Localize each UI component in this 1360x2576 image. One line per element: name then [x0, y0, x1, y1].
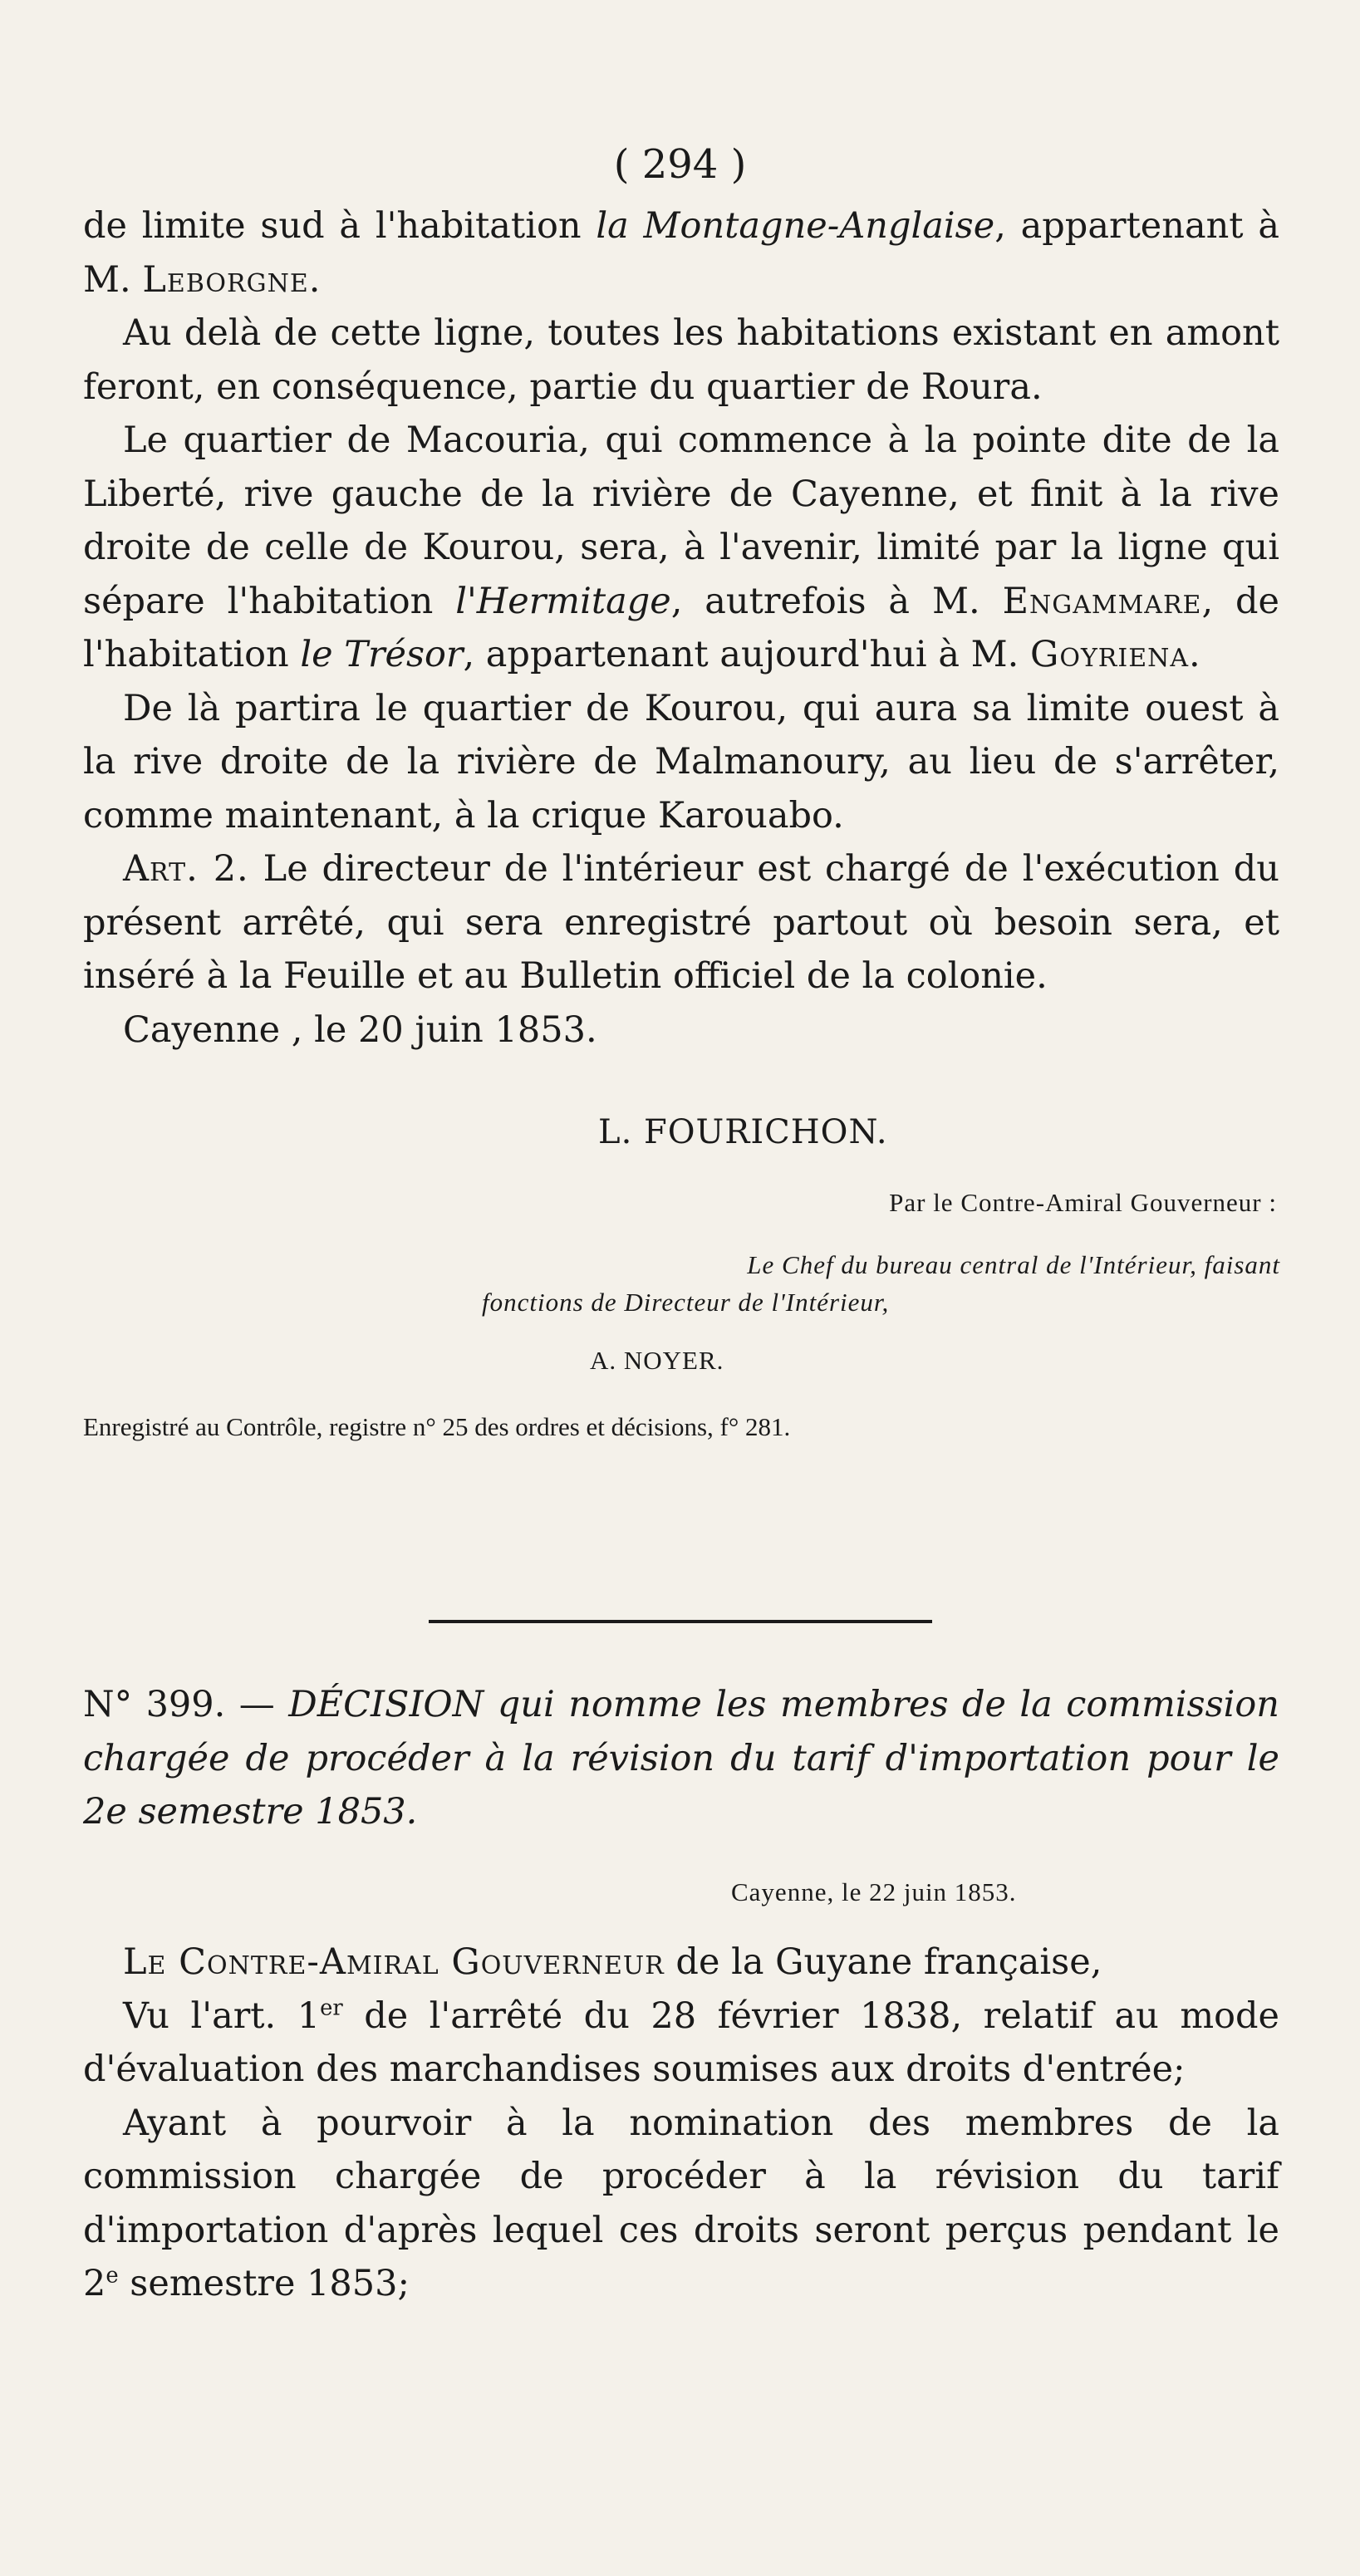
decision-body [83, 1936, 1279, 2311]
registration-note: Enregistré au Contrôle, registre n° 25 des ordres et décisions, f° 281. [83, 1412, 791, 1441]
paragraph-2: Au delà de cette ligne, toutes les habitations existant en amont feront, en conséquence, partie du quartier de Roura. [83, 312, 1279, 408]
decision-title: N° 399. — DÉCISION qui nomme les membres de la commission chargée de procéder à la révision du tarif d'importation pour le 2e semestre 1853. [83, 1684, 1279, 1833]
signature-par: Par le Contre-Amiral Gouverneur : [889, 1188, 1277, 1217]
signature-name-2: A. NOYER. [590, 1346, 724, 1375]
decision-paragraph-1: Le Contre-Amiral Gouverneur de la Guyane française, [123, 1941, 1102, 1983]
paragraph-1: de limite sud à l'habitation la Montagne-Anglaise, appartenant à M. Leborgne. [83, 205, 1279, 301]
authority-name: Le Contre-Amiral Gouverneur [123, 1941, 665, 1983]
place-name: l'Hermitage [455, 580, 671, 622]
place-name: le Trésor [300, 634, 464, 675]
signature-role-line-2: fonctions de Directeur de l'Intérieur, [482, 1288, 890, 1317]
paragraph-5: Art. 2. Le directeur de l'intérieur est chargé de l'exécution du présent arrêté, qui sera enregistré partout où besoin sera, et inséré à la Feuille et au Bulletin officiel de la colonie. [83, 848, 1279, 997]
decision-paragraph-3: Ayant à pourvoir à la nomination des membres de la commission chargée de procéder à la révision du tarif d'importation d'après lequel ces droits seront perçus pendant le 2e semestre 1853; [83, 2102, 1279, 2304]
decision-paragraph-2: Vu l'art. 1er de l'arrêté du 28 février 1838, relatif au mode d'évaluation des marchandises soumises aux droits d'entrée; [83, 1995, 1279, 2090]
decision-date: Cayenne, le 22 juin 1853. [731, 1877, 1017, 1906]
article-label: Art. 2. [123, 848, 249, 890]
person-name: Engammare [1002, 580, 1202, 622]
paragraph-date: Cayenne , le 20 juin 1853. [123, 1008, 597, 1051]
signature-name: L. FOURICHON. [598, 1113, 888, 1151]
decision-number: N° 399. — [83, 1684, 289, 1725]
person-name: Leborgne [142, 258, 309, 301]
signature-role-line-1: Le Chef du bureau central de l'Intérieur, faisant [747, 1250, 1280, 1279]
person-name: Goyriena [1030, 634, 1190, 675]
page-number: ( 294 ) [613, 141, 747, 188]
paragraph-3: Le quartier de Macouria, qui commence à la pointe dite de la Liberté, rive gauche de la rivière de Cayenne, et finit à la rive droite de celle de Kourou, sera, à l'avenir, limité par la ligne qui sépare l'habitation l'Hermitage, autrefois à M. Engammare, de l'habitation le Trésor, appartenant aujourd'hui à M. Goyriena. [83, 420, 1280, 675]
decision-heading [83, 1678, 1279, 1839]
place-name: la Montagne-Anglaise [596, 205, 995, 247]
upper-text [83, 199, 1279, 1057]
section-divider [429, 1620, 932, 1623]
paragraph-4: De là partira le quartier de Kourou, qui aura sa limite ouest à la rive droite de la rivière de Malmanoury, au lieu de s'arrêter, comme maintenant, à la crique Karouabo. [83, 687, 1279, 837]
